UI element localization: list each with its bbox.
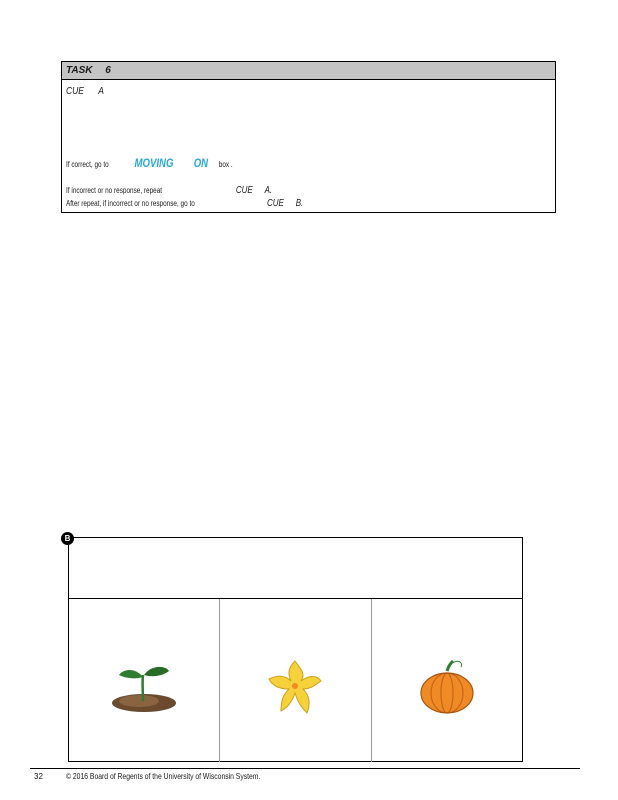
after-text: After repeat, if incorrect or no response, go to (66, 199, 195, 208)
page-number: 32 (34, 772, 43, 781)
task-label: TASK (66, 65, 93, 76)
cue-b-badge: B (61, 532, 74, 545)
footer-divider (30, 768, 580, 769)
correct-prefix: If correct, go to (66, 160, 109, 169)
cue-a-letter: A (98, 86, 104, 97)
incorrect-text: If incorrect or no response, repeat (66, 186, 163, 195)
box-word: box . (218, 160, 233, 169)
task-header (62, 62, 555, 80)
pumpkin-icon (417, 657, 477, 717)
after-repeat-instruction (66, 198, 303, 209)
repeat-cue-word: CUE (235, 185, 253, 196)
after-cue-letter: B. (295, 198, 304, 209)
after-cue-word: CUE (266, 198, 284, 209)
cue-a-word: CUE (66, 86, 84, 97)
on-word: ON (193, 156, 209, 170)
cue-b-prompt-area (69, 538, 522, 599)
seedling-icon (109, 657, 179, 717)
incorrect-instruction (66, 185, 272, 196)
picture-cell-pumpkin[interactable] (372, 599, 522, 762)
cue-b-box (68, 537, 523, 762)
cue-a-label (66, 86, 104, 97)
task-number: 6 (105, 65, 111, 76)
correct-instruction (66, 156, 233, 170)
picture-cell-flower[interactable] (220, 599, 371, 762)
repeat-cue (236, 185, 272, 196)
moving-on-link[interactable] (134, 156, 210, 170)
after-cue (267, 198, 303, 209)
picture-cell-seedling[interactable] (69, 599, 220, 762)
picture-row (69, 599, 522, 762)
moving-word: MOVING (134, 156, 174, 170)
flower-icon (265, 657, 325, 717)
repeat-cue-letter: A. (264, 185, 273, 196)
task-box (61, 61, 556, 213)
copyright-text: © 2016 Board of Regents of the University of Wisconsin System. (66, 772, 261, 781)
